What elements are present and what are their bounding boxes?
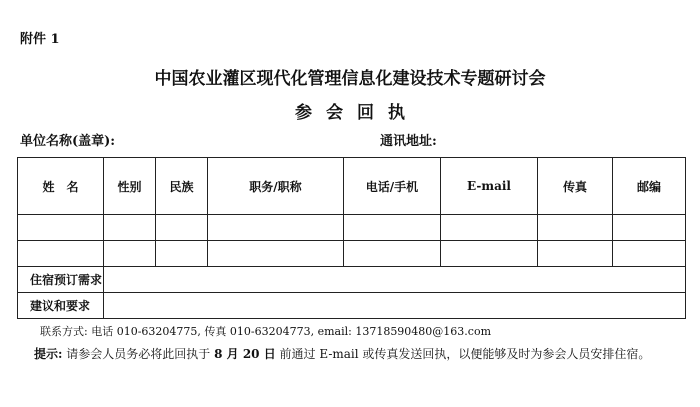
cell-email[interactable] [441,215,538,241]
suggestion-row [18,293,686,319]
cell-position[interactable] [208,215,344,241]
cell-position[interactable] [208,241,344,267]
hint-note [34,345,650,362]
registration-table [17,157,686,319]
accommodation-row [18,267,686,293]
hint-date: 8 月 20 日 [214,347,276,361]
cell-gender[interactable] [104,241,156,267]
cell-phone[interactable] [344,215,441,241]
header-fax: 传真 [538,158,613,215]
cell-postcode[interactable] [613,215,686,241]
address-label: 通讯地址: [380,134,437,149]
cell-ethnicity[interactable] [156,241,208,267]
header-ethnicity: 民族 [156,158,208,215]
cell-name[interactable] [18,241,104,267]
cell-phone[interactable] [344,241,441,267]
accommodation-label: 住宿预订需求 [18,267,104,293]
header-postcode: 邮编 [613,158,686,215]
header-phone: 电话/手机 [344,158,441,215]
contact-info: 联系方式: 电话 010-63204775, 传真 010-63204773, email: 13718590480@163.com [40,325,492,338]
header-position: 职务/职称 [208,158,344,215]
header-gender: 性别 [104,158,156,215]
cell-gender[interactable] [104,215,156,241]
cell-postcode[interactable] [613,241,686,267]
cell-fax[interactable] [538,215,613,241]
cell-ethnicity[interactable] [156,215,208,241]
cell-name[interactable] [18,215,104,241]
cell-fax[interactable] [538,241,613,267]
table-row [18,215,686,241]
hint-text-after: 前通过 E-mail 或传真发送回执，以便能够及时为参会人员安排住宿。 [279,347,651,361]
attachment-label: 附件 1 [20,32,60,47]
hint-label: 提示: [34,347,63,361]
document-title: 中国农业灌区现代化管理信息化建设技术专题研讨会 [154,69,546,89]
header-name: 姓 名 [18,158,104,215]
table-header-row [18,158,686,215]
hint-text-before: 请参会人员务必将此回执于 [66,347,211,361]
suggestion-label: 建议和要求 [18,293,104,319]
unit-name-label: 单位名称(盖章): [20,134,116,149]
document-subtitle: 参会回执 [295,103,419,123]
cell-email[interactable] [441,241,538,267]
header-email: E-mail [441,158,538,215]
accommodation-field[interactable] [104,267,686,293]
suggestion-field[interactable] [104,293,686,319]
table-row [18,241,686,267]
